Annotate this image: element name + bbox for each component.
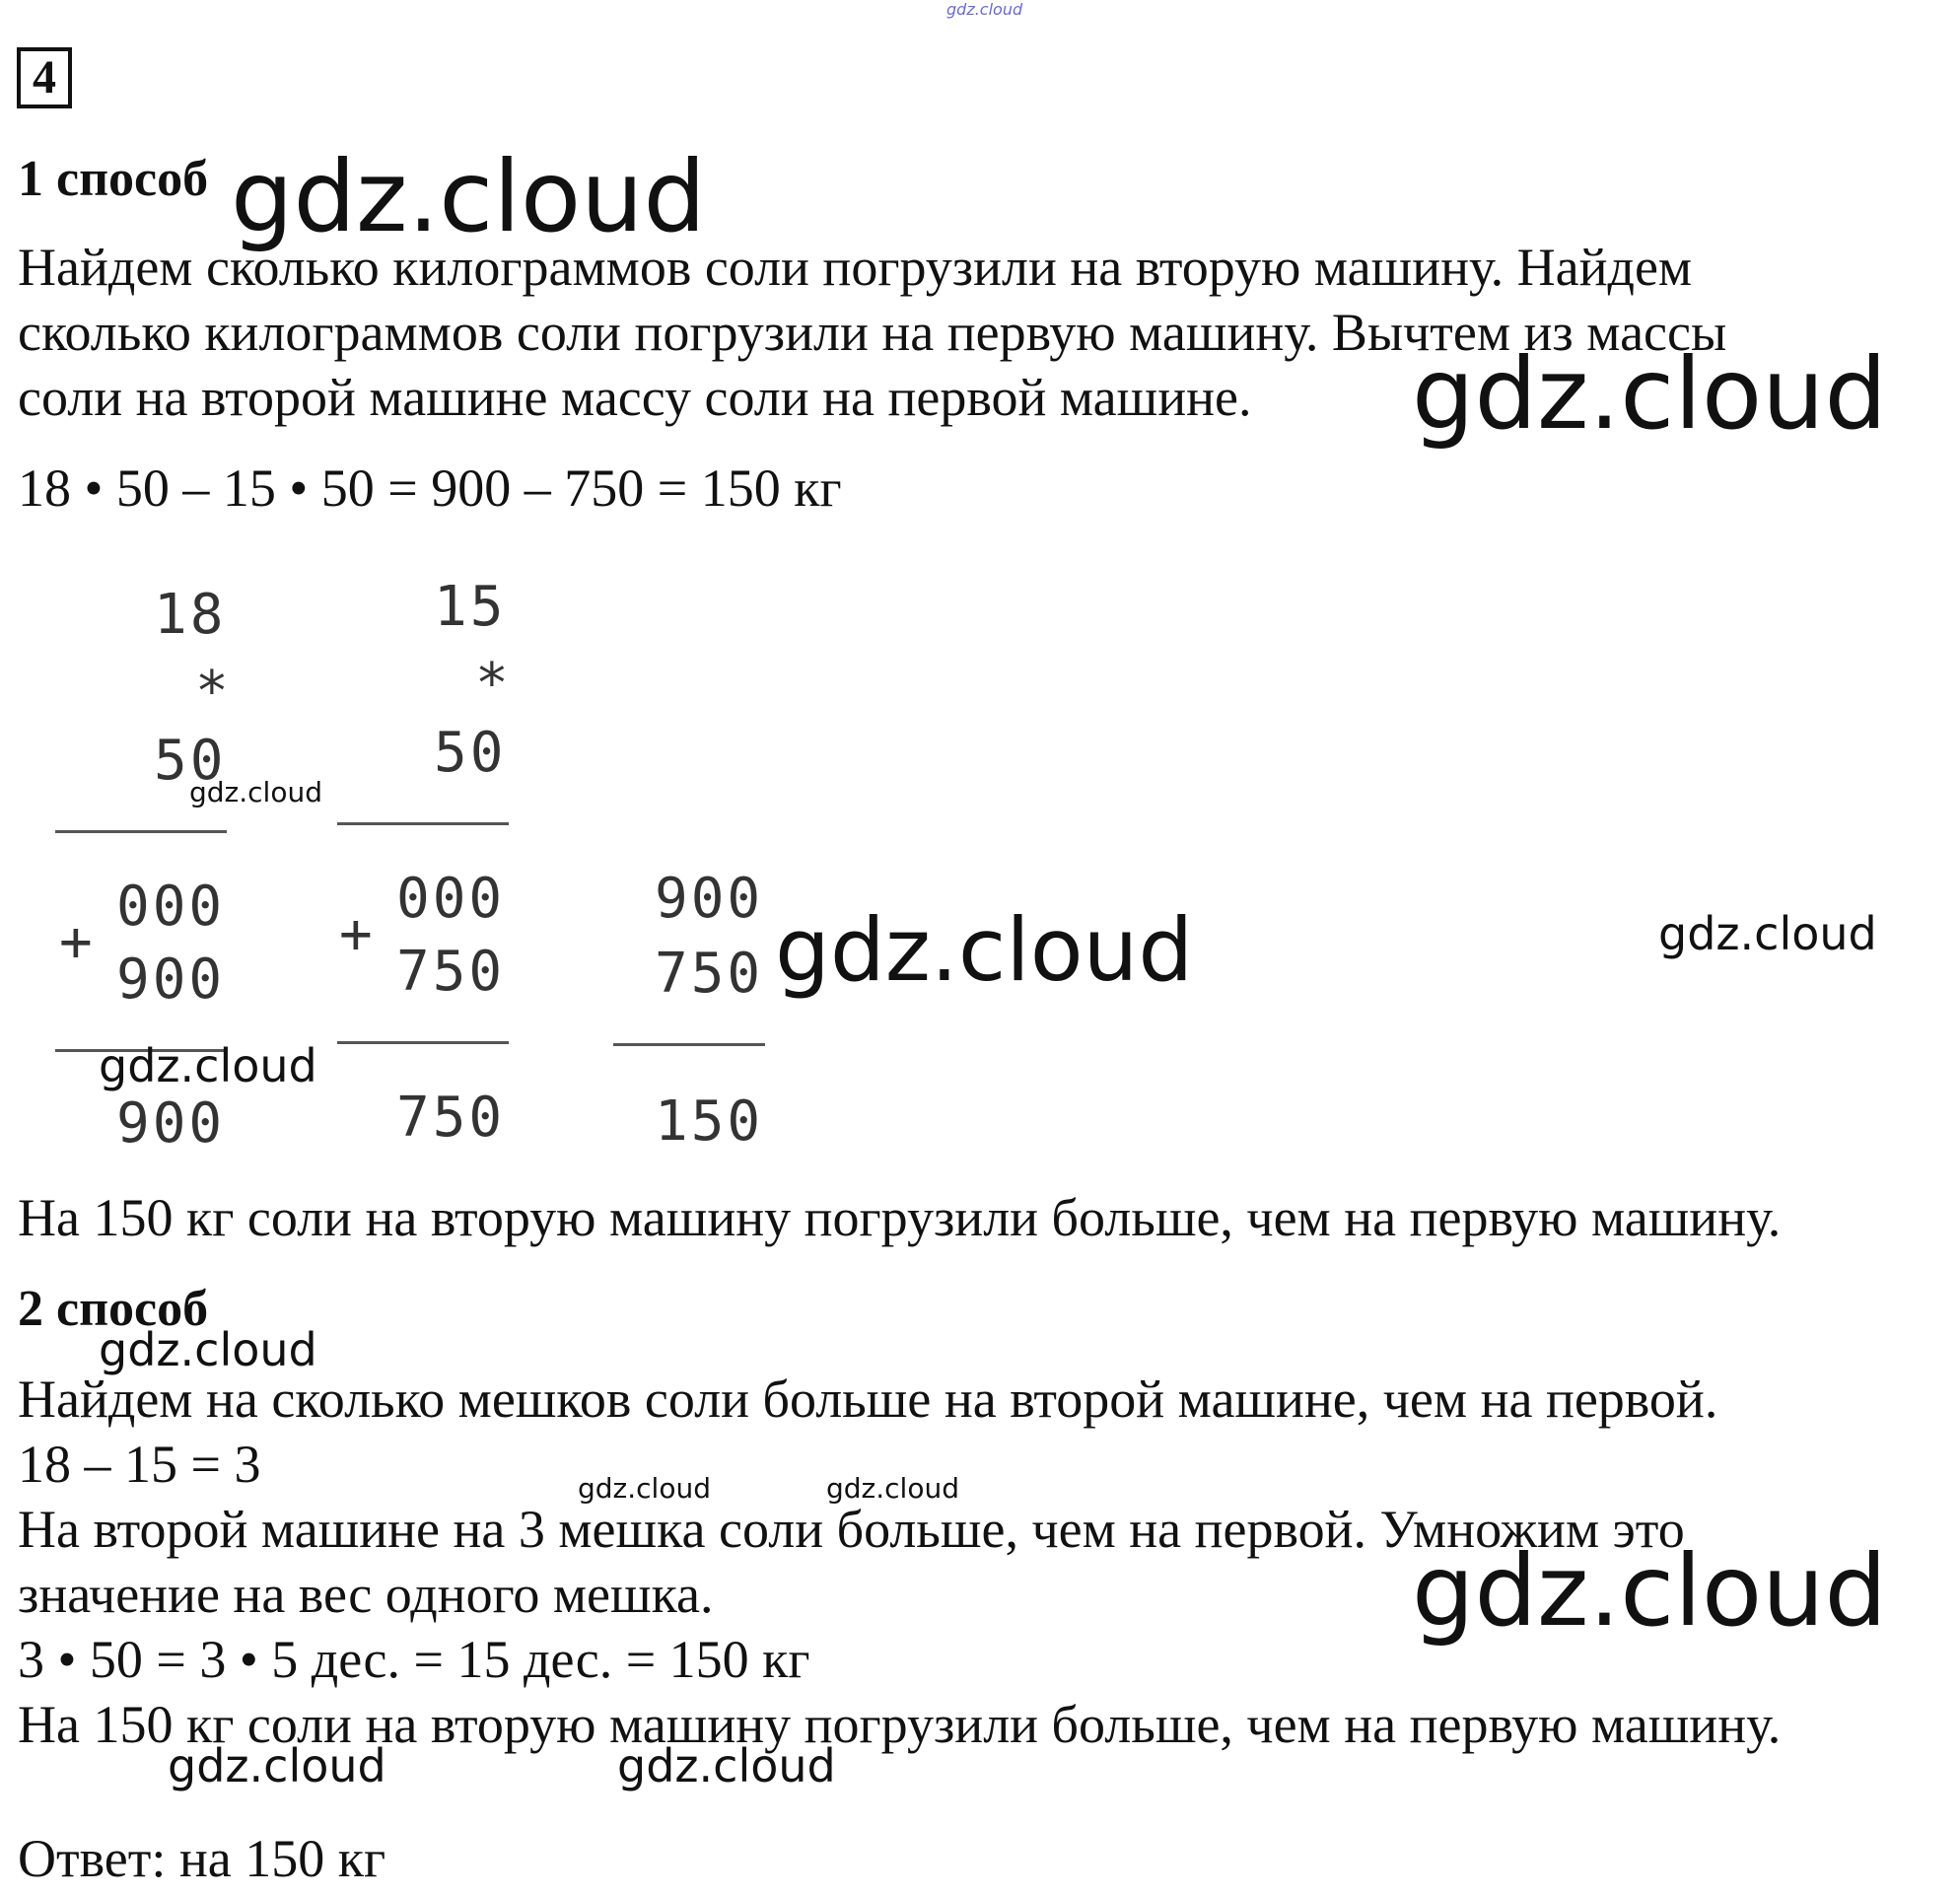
method1-text-line: соли на второй машине массу соли на первой машине. [18, 368, 1252, 427]
task-number-box: 4 [17, 47, 72, 108]
calc1-line [55, 830, 227, 833]
watermark: gdz.cloud [775, 899, 1194, 1001]
watermark: gdz.cloud [1412, 1533, 1888, 1649]
calc1-operator: * [195, 660, 232, 724]
method2-text-line: значение на вес одного мешка. [18, 1565, 714, 1624]
method1-heading: 1 способ [18, 151, 209, 207]
calc2-plus: + [339, 902, 376, 966]
calc2-operator: * [475, 652, 512, 716]
method1-text-line: Найдем сколько килограммов соли погрузили на вторую машину. Найдем [18, 238, 1693, 297]
calc2-multiplier: 50 [434, 721, 507, 785]
watermark: gdz.cloud [1658, 907, 1877, 960]
method2-equation1: 18 – 15 = 3 [18, 1435, 261, 1494]
method2-text-line: На второй машине на 3 мешка соли больше, чем на первой. Умножим это [18, 1500, 1685, 1559]
answer: Ответ: на 150 кг [18, 1829, 386, 1888]
watermark: gdz.cloud [578, 1472, 711, 1505]
method2-equation2: 3 • 50 = 3 • 5 дес. = 15 дес. = 150 кг [18, 1630, 810, 1689]
watermark: gdz.cloud [231, 139, 707, 254]
calc3-subtrahend: 750 [655, 942, 764, 1006]
calc1-top: 18 [154, 583, 227, 647]
calc1-partial: 900 [116, 948, 226, 1012]
watermark: gdz.cloud [617, 1739, 836, 1792]
method1-text-line: сколько килограммов соли погрузили на первую машину. Вычтем из массы [18, 303, 1727, 362]
calc2-line [337, 822, 509, 825]
method2-conclusion: На 150 кг соли на вторую машину погрузили больше, чем на первую машину. [18, 1695, 1782, 1754]
watermark: gdz.cloud [946, 0, 1023, 19]
calc1-partial: 000 [116, 875, 226, 939]
calc3-result: 150 [655, 1089, 764, 1154]
watermark: gdz.cloud [826, 1472, 959, 1505]
watermark: gdz.cloud [168, 1739, 386, 1792]
method2-text: Найдем на сколько мешков соли больше на второй машине, чем на первой. [18, 1370, 1718, 1429]
calc1-result: 900 [116, 1091, 226, 1156]
method1-equation: 18 • 50 – 15 • 50 = 900 – 750 = 150 кг [18, 458, 842, 518]
calc2-partial: 750 [396, 940, 506, 1004]
calc2-top: 15 [434, 575, 507, 639]
watermark: gdz.cloud [99, 1323, 317, 1376]
watermark: gdz.cloud [1412, 336, 1888, 452]
calc2-sum-line [337, 1041, 509, 1044]
method2-heading: 2 способ [18, 1281, 209, 1337]
watermark: gdz.cloud [189, 776, 322, 808]
calc1-multiplier: 50 [154, 729, 227, 793]
calc1-plus: + [59, 910, 96, 974]
calc2-result: 750 [396, 1086, 506, 1150]
calc3-line [613, 1043, 765, 1046]
method1-conclusion: На 150 кг соли на вторую машину погрузили больше, чем на первую машину. [18, 1188, 1782, 1247]
watermark: gdz.cloud [99, 1039, 317, 1092]
calc2-partial: 000 [396, 867, 506, 931]
calc3-minuend: 900 [655, 867, 764, 931]
